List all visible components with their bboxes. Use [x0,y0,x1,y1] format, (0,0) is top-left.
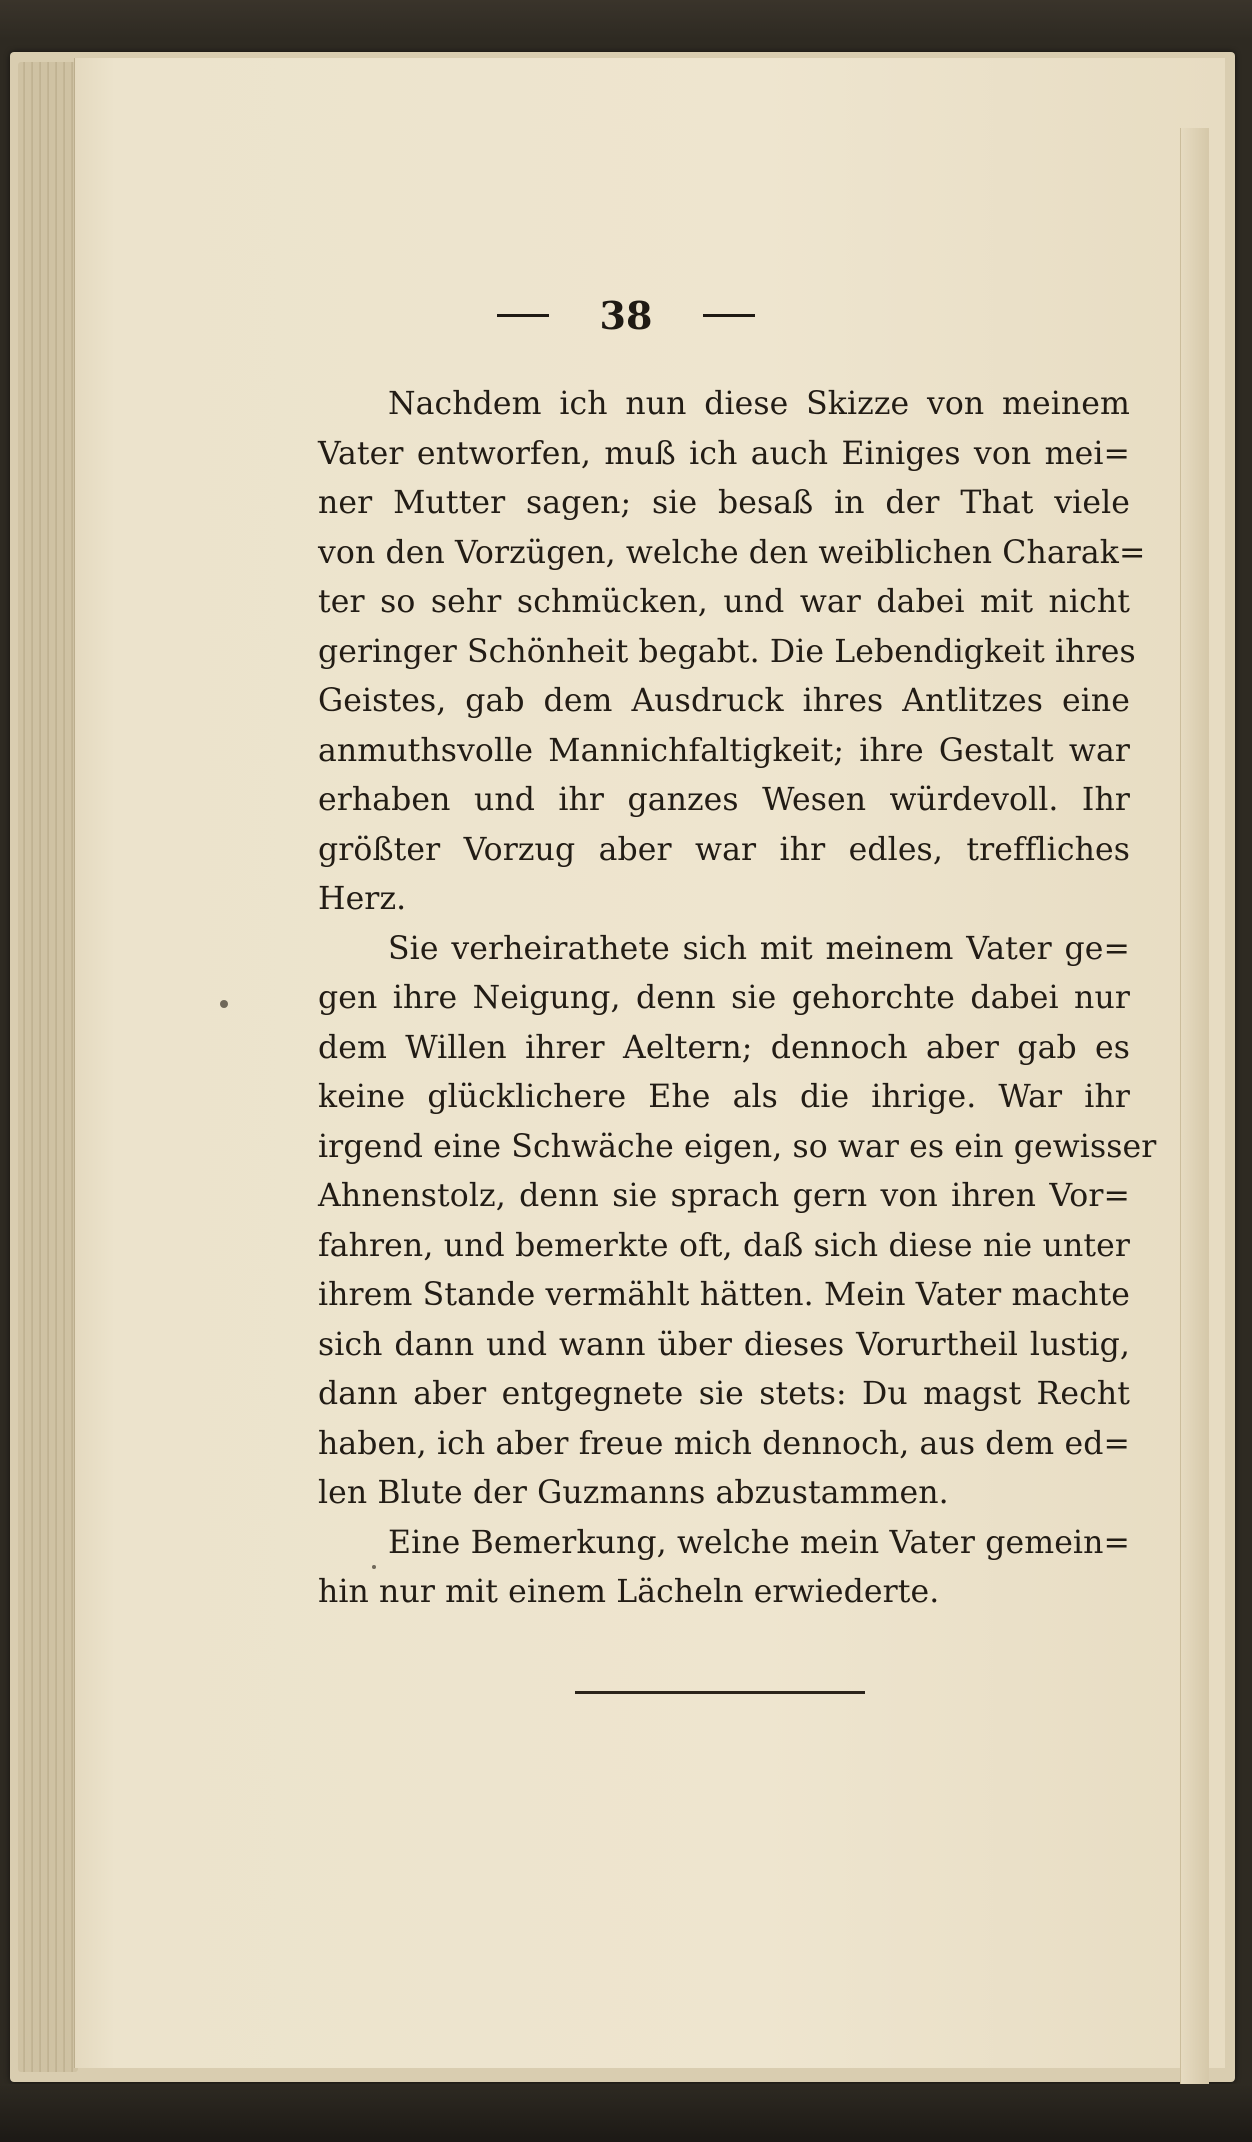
text-line: gen ihre Neigung, denn sie gehorchte dabei nur [318,980,1130,1016]
text-line: keine glücklichere Ehe als die ihrige. War ihr [318,1079,1130,1115]
text-line: Sie verheirathete sich mit meinem Vater ge= [388,930,1130,967]
page-fold [1180,128,1209,2088]
text-line: hin nur mit einem Lächeln erwiederte. [318,1574,940,1610]
text-line: anmuthsvolle Mannichfaltigkeit; ihre Gestalt war [318,732,1130,769]
scan-bottom-shadow [0,2084,1252,2142]
page-edges [18,62,78,2072]
header-dash-left [497,314,549,317]
text-line: Vater entworfen, muß ich auch Einiges von mei= [318,435,1130,472]
text-line: ter so sehr schmücken, und war dabei mit nicht [318,584,1130,620]
paper-speck [372,1565,376,1569]
text-line: von den Vorzügen, welche den weiblichen Charak= [318,534,1146,571]
page-number: 38 [599,293,653,338]
text-line: sich dann und wann über dieses Vorurtheil lustig, [318,1326,1130,1363]
text-line: dem Willen ihrer Aeltern; dennoch aber gab es [318,1029,1130,1066]
text-line: Ahnenstolz, denn sie sprach gern von ihren Vor= [318,1178,1130,1214]
text-line: fahren, und bemerkte oft, daß sich diese nie unter [318,1227,1130,1264]
text-line: dann aber entgegnete sie stets: Du magst Recht [318,1376,1130,1412]
text-line: erhaben und ihr ganzes Wesen würdevoll. Ihr [318,782,1130,818]
text-line: Eine Bemerkung, welche mein Vater gemein= [388,1524,1130,1561]
paper-speck [220,1000,228,1008]
end-rule [575,1691,865,1694]
text-line: Nachdem ich nun diese Skizze von meinem [388,386,1130,422]
text-line: len Blute der Guzmanns abzustammen. [318,1475,949,1511]
header-dash-right [703,314,755,317]
text-line: geringer Schönheit begabt. Die Lebendigkeit ihres [318,633,1136,670]
page-header [0,290,1252,338]
text-line: Geistes, gab dem Ausdruck ihres Antlitzes eine [318,683,1130,719]
text-line: größter Vorzug aber war ihr edles, treffliches [318,831,1130,868]
text-line: Herz. [318,881,407,917]
text-line: haben, ich aber freue mich dennoch, aus dem ed= [318,1425,1130,1462]
text-line: irgend eine Schwäche eigen, so war es ein gewisser [318,1128,1157,1165]
text-line: ihrem Stande vermählt hätten. Mein Vater machte [318,1277,1130,1313]
body-text [318,380,1157,1618]
text-line: ner Mutter sagen; sie besaß in der That viele [318,485,1130,521]
